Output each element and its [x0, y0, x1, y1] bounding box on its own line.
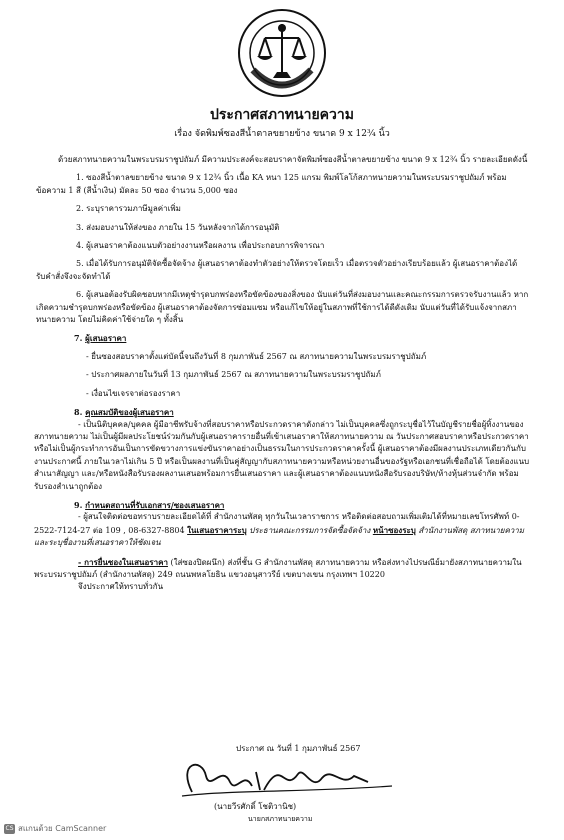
section-7-bullet-3: - เงื่อนไขเจรจาต่อรองราคา: [86, 388, 181, 398]
item-1: 1. ซองสีน้ำตาลขยายข้าง ขนาด 9 x 12¾ นิ้ว เนื้อ KA หนา 125 แกรม พิมพ์โลโก้สภาทนายความในพระบรมราชูปถัมภ์ พร้อมข้อความ 1 สี (สีน้ำเงิน) มัดละ 50 ซอง จำนวน 5,000 ซอง: [36, 173, 507, 195]
section-8-number: 8.: [74, 407, 83, 418]
section-9-number: 9.: [74, 499, 83, 510]
section-7-heading: [34, 332, 534, 344]
closing-line: จึงประกาศให้ทราบทั่วกัน: [78, 582, 164, 592]
section-9-envelope-label: หน้าซองระบุ: [372, 524, 416, 535]
announcement-body: [34, 154, 534, 594]
section-7-bullet-1: - ยื่นซองสอบราคาตั้งแต่บัดนี้จนถึงวันที่ 8 กุมภาพันธ์ 2567 ณ สภาทนายความในพระบรมราชูปถัมภ์: [86, 351, 427, 361]
council-seal-logo: [237, 8, 327, 98]
item-5: 5. เมื่อได้รับการอนุมัติจัดซื้อจัดจ้าง ผู้เสนอราคาต้องทำตัวอย่างให้ตรวจโดยเร็ว เมื่อตรวจตัวอย่างเรียบร้อยแล้ว ผู้เสนอราคาต้องได้รับคำสั่งจึงจะจัดทำได้: [36, 259, 518, 281]
section-9-paragraph-2: [34, 556, 534, 582]
section-9-heading: [34, 499, 534, 511]
section-9-envelope-text: สำนักงานพัสดุ สภาทนายความ และระบุชื่องานที่เสนอราคาให้ชัดเจน: [34, 525, 525, 548]
section-7-title: ผู้เสนอราคา: [85, 333, 127, 344]
section-9-contact-text: - ผู้สนใจติดต่อขอทราบรายละเอียดได้ที่ สำนักงานพัสดุ ทุกวันในเวลาราชการ หรือติดต่อสอบถามเพิ่มเติมได้ที่หมายเลขโทรศัพท์ 0-2522-7124-27 ต่อ 109 , 08-6327-8804: [34, 512, 520, 535]
section-8-text: - เป็นนิติบุคคล/บุคคล ผู้มีอาชีพรับจ้างที่สอบราคาหรือประกวดราคาดังกล่าว ไม่เป็นบุคคลซึ่งถูกระบุชื่อไว้ในบัญชีรายชื่อผู้ทิ้งงานของสภาทนายความ ไม่เป็นผู้มีผลประโยชน์ร่วมกันกับผู้เสนอราคารายอื่นที่เข้าเสนอราคาให้สภาทนายความ ณ วันประกาศสอบราคาหรือประกวดราคา หรือไม่เป็นผู้กระทำการอันเป็นการขัดขวางการแข่งขันราคาอย่างเป็นธรรมในการประกวดราคาครั้งนี้ ผู้เสนอราคาต้องมีผลงานประเภทเดียวกันกับงานประกาศนี้ ภายในเวลาไม่เกิน 5 ปี หรือเป็นผลงานที่เป็นคู่สัญญากับสภาทนายความหรือหน่วยงานอื่นของรัฐหรือเอกชนที่เชื่อถือได้ โดยต้องแนบสำเนาสัญญา และ/หรือหนังสือรับรองผลงานเสนอพร้อมการยื่นเสนอราคา และผู้เสนอราคาต้องแนบหนังสือรับรองบริษัท/ห้างหุ้นส่วนจำกัด พร้อมรับรองสำเนาถูกต้อง: [34, 419, 530, 491]
announcement-date: ประกาศ ณ วันที่ 1 กุมภาพันธ์ 2567: [236, 744, 361, 753]
subject-line: เรื่อง จัดพิมพ์ซองสีน้ำตาลขยายข้าง ขนาด 9 x 12¾ นิ้ว: [174, 129, 390, 139]
item-3: 3. ส่งมอบงานให้ส่งของ ภายใน 15 วันหลังจากได้การอนุมัติ: [76, 222, 280, 232]
intro-paragraph: ด้วยสภาทนายความในพระบรมราชูปถัมภ์ มีความประสงค์จะสอบราคาจัดพิมพ์ซองสีน้ำตาลขยายข้าง ขนาด 9 x 12¾ นิ้ว รายละเอียดดังนี้: [58, 155, 528, 164]
section-9-title: กำหนดสถานที่รับเอกสาร/ซองเสนอราคา: [85, 499, 225, 510]
item-6: 6. ผู้เสนอต้องรับผิดชอบหากมีเหตุชำรุดบกพร่องหรือขัดข้องของสิ่งของ นับแต่วันที่ส่งมอบงานและคณะกรรมการตรวจรับงานแล้ว หากเกิดความชำรุดบกพร่องหรือขัดข้อง ผู้เสนอราคาต้องจัดการซ่อมแซม หรือแก้ไขให้อยู่ในสภาพที่ใช้การได้ดีดังเดิม นับแต่วันที่ได้รับแจ้งจากสภาทนายความ โดยไม่คิดค่าใช้จ่ายใด ๆ ทั้งสิ้น: [36, 290, 529, 325]
section-9-address-text: (ใส่ซองปิดผนึก) ส่งที่ชั้น G สำนักงานพัสดุ สภาทนายความ หรือส่งทางไปรษณีย์มายังสภาทนายความในพระบรมราชูปถัมภ์ (สำนักงานพัสดุ) 249 ถนนพหลโยธิน แขวงอนุสาวรีย์ เขตบางเขน กรุงเทพฯ 10220: [34, 557, 522, 579]
section-9-committee-text: ประธานคณะกรรมการจัดซื้อจัดจ้าง: [246, 525, 373, 535]
section-7-number: 7.: [74, 333, 83, 344]
section-7-bullet-2: - ประกาศผลภายในวันที่ 13 กุมภาพันธ์ 2567 ณ สภาทนายความในพระบรมราชูปถัมภ์: [86, 370, 381, 380]
camscanner-icon: CS: [5, 824, 14, 832]
section-8-heading: [34, 406, 534, 418]
section-9-paragraph-1: [34, 511, 534, 549]
page-title: ประกาศสภาทนายความ: [210, 107, 354, 123]
section-9-offer-label: ในเสนอราคาระบุ: [187, 524, 247, 535]
item-4: 4. ผู้เสนอราคาต้องแนบตัวอย่างงานหรือผลงาน เพื่อประกอบการพิจารณา: [76, 241, 325, 251]
signatory-name: (นายวีรศักดิ์ โชติวานิช): [214, 802, 297, 811]
camscanner-text: สแกนด้วย CamScanner: [18, 824, 107, 833]
item-2: 2. ระบุราคารวมภาษีมูลค่าเพิ่ม: [76, 204, 181, 214]
handwritten-signature: [172, 752, 402, 800]
section-8-title: คุณสมบัติของผู้เสนอราคา: [85, 407, 174, 418]
camscanner-watermark: [4, 822, 106, 835]
signatory-position: นายกสภาทนายความ: [248, 815, 313, 823]
section-9-submission-label: - การยื่นซองในเสนอราคา: [78, 556, 168, 567]
